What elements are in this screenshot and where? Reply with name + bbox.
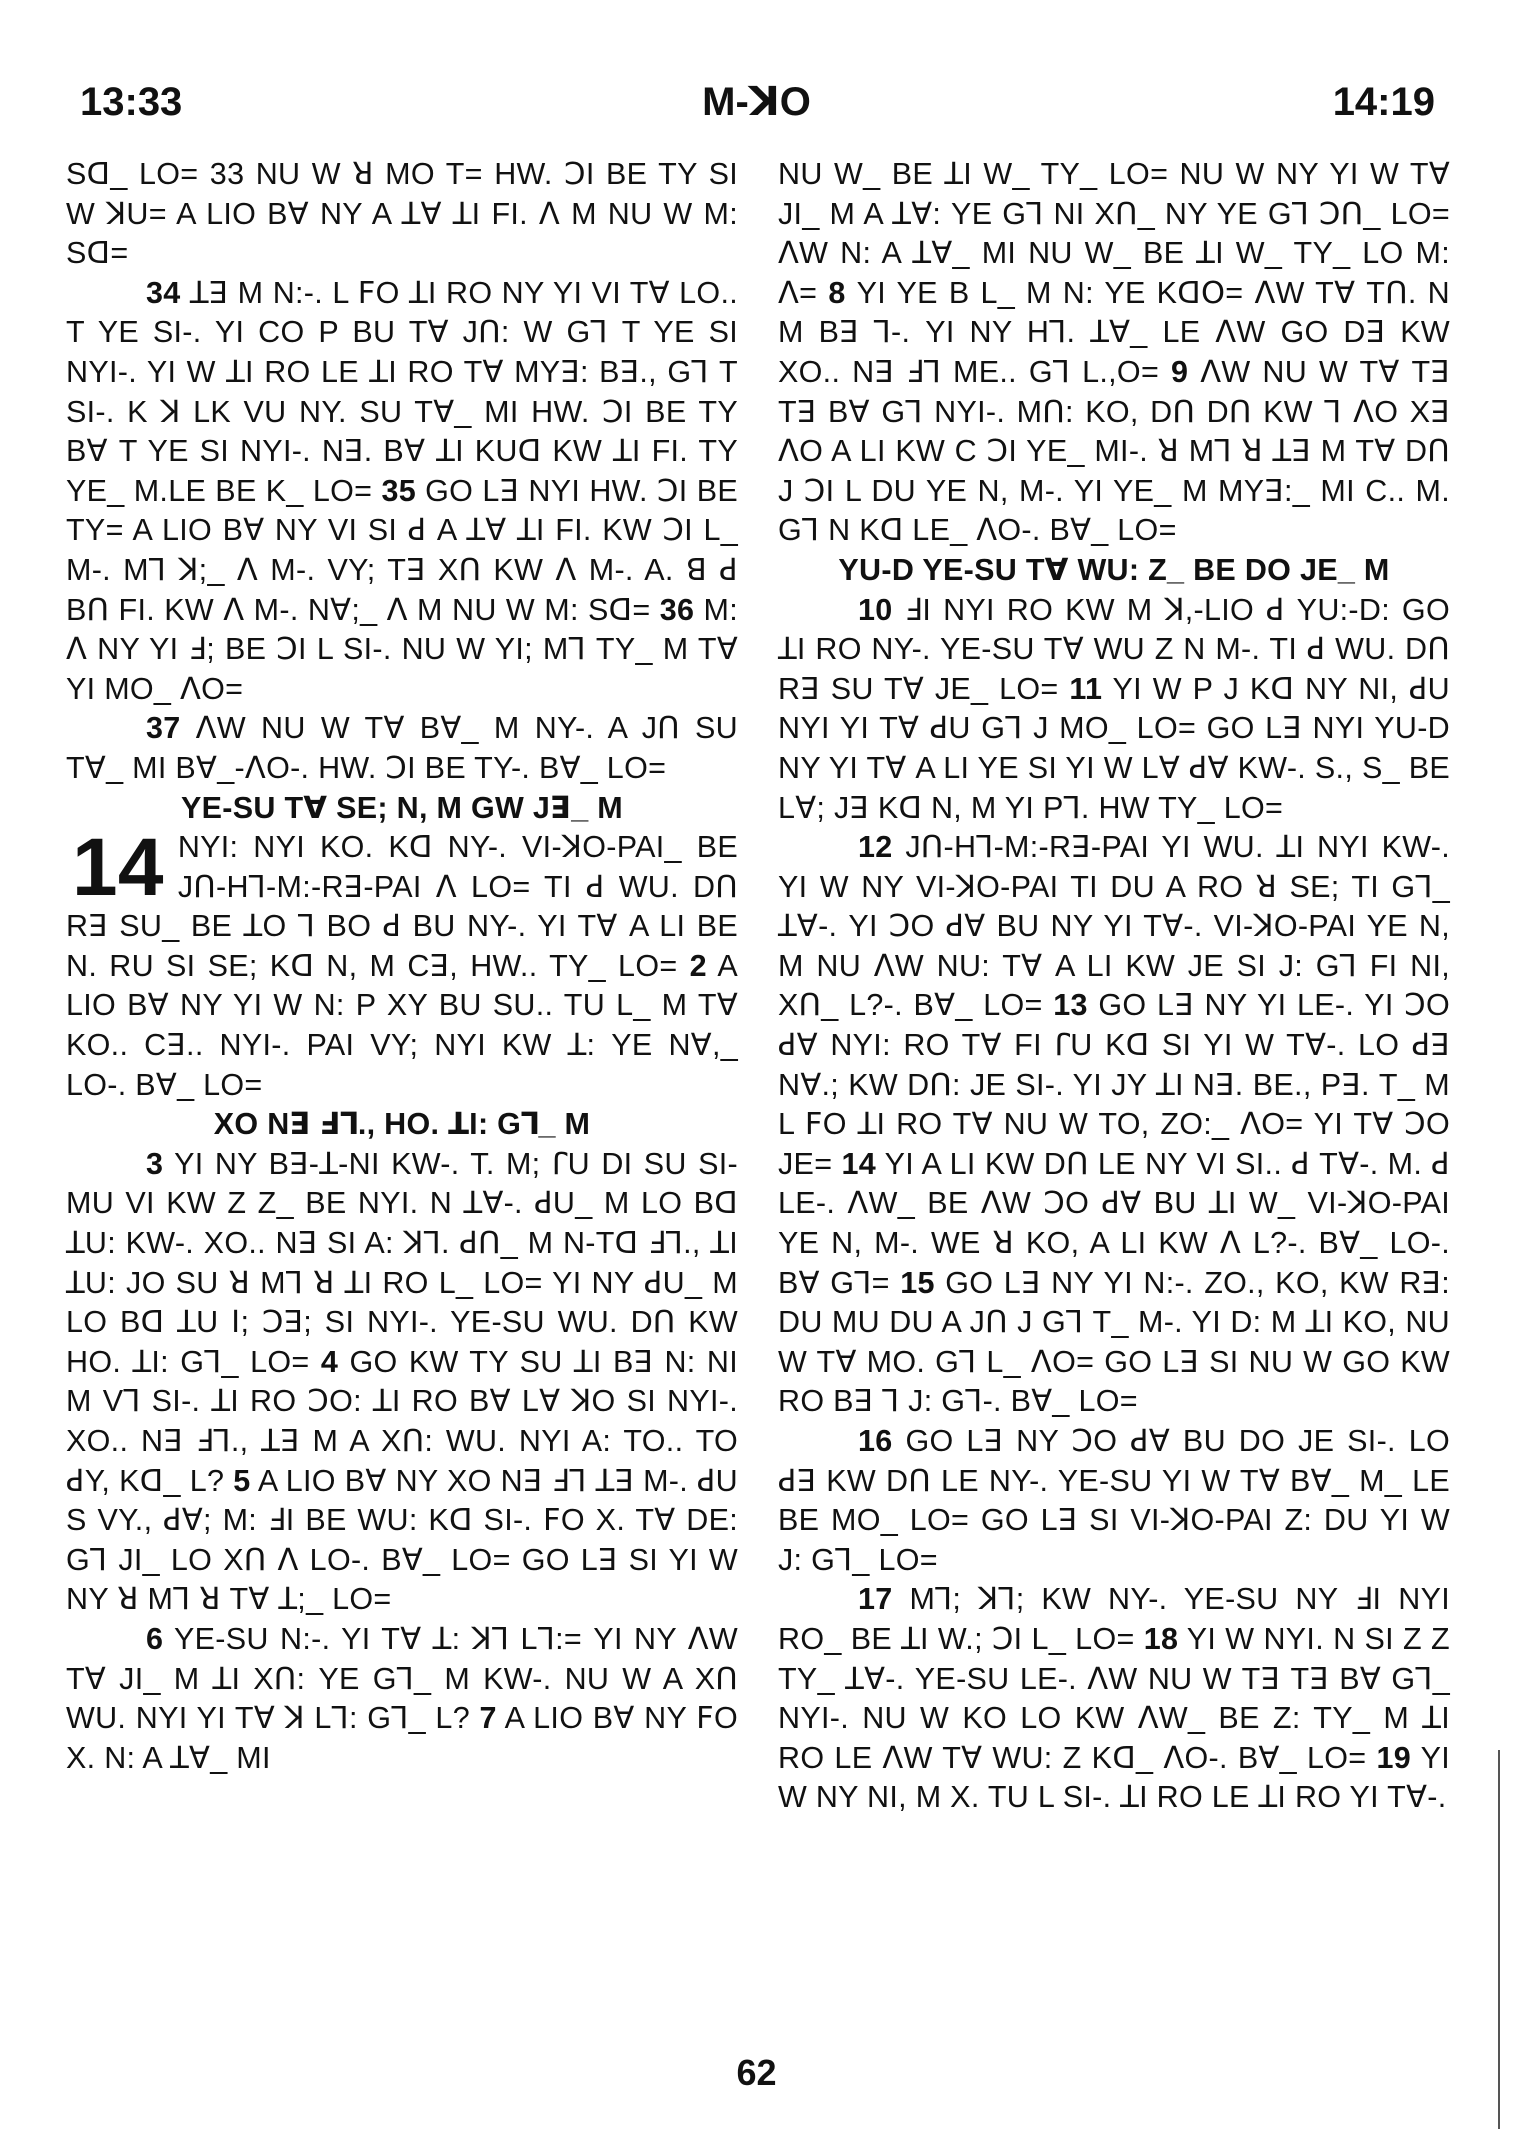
verse-number: 9 [1171, 354, 1189, 389]
section-heading: XO Nꓱ ꓞꓶ., HO. ꓕI: Gꓶ_ M [213, 1107, 591, 1142]
verse-number: 10 [858, 592, 893, 627]
paragraph [778, 155, 1450, 551]
paragraph [778, 1422, 1450, 1580]
verse-number: 5 [233, 1463, 251, 1498]
paragraph [778, 828, 1450, 1422]
verse-number: 7 [479, 1701, 497, 1736]
verse-number: 36 [659, 592, 695, 627]
verse-text: GO Lꓱ NY ꓛO ꓒꓯ BU DO JE SI-. LO ꓒꓱ KW Dꓵ LE NY-. YE-SU YI W Tꓯ Bꓯ_ M_ LE BE MO_ LO= GO Lꓱ SI VI-ꓘO-PAI Z: DU YI W J: Gꓶ_ LO= [778, 1424, 1450, 1577]
paragraph [66, 1620, 738, 1778]
verse-text: GO Lꓱ NY YI N:-. ZO., KO, KW Rꓱ: DU MU DU A Jꓵ J Gꓶ T_ M-. YI D: M ꓕI KO, NU W Tꓯ MO. Gꓶ L_ ꓥO= GO Lꓱ SI NU W GO KW RO Bꓱ ꓶ J: Gꓶ-. Bꓯ_ LO= [778, 1265, 1451, 1419]
verse-number: 19 [1376, 1740, 1412, 1775]
paragraph [66, 274, 738, 710]
verse-number: 2 [689, 948, 707, 983]
verse-number: 4 [320, 1344, 339, 1379]
verse-text: YI A LI KW Dꓵ LE NY VI SI.. ꓒ Tꓯ-. M. ꓒ LE-. ꓥW_ BE ꓥW ꓛO ꓒꓯ BU ꓕI W_ VI-ꓘO-PAI YE N, M-. WE ꓤ KO, A LI KW ꓥ L?-. Bꓯ_ LO-. Bꓯ Gꓶ= [778, 1146, 1450, 1300]
header-right-reference: 14:19 [1332, 80, 1435, 124]
verse-text: A LIO Bꓯ NY XO Nꓱ ꓞꓶ ꓕꓱ M-. ꓒU S VY., ꓒꓯ; M: ꓞI BE WU: Kꓷ SI-. ꓝO X. Tꓯ DE: Gꓶ JI_ LO Xꓵ ꓥ LO-. Bꓯ_ LO= GO Lꓱ SI YI W NY ꓤ Mꓶ ꓤ Tꓯ ꓕ;_ LO= [66, 1463, 738, 1617]
verse-text: YI W NYI. N SI Z Z TY_ ꓕꓯ-. YE-SU LE-. ꓥW NU W Tꓱ Tꓱ Bꓯ Gꓶ_ NYI-. NU W KO LO KW ꓥW_ BE Z: TY_ M ꓕI RO LE ꓥW Tꓯ WU: Z Kꓷ_ ꓥO-. Bꓯ_ LO= [778, 1621, 1450, 1775]
page-number: 62 [736, 2052, 777, 2093]
verse-text: YI W P J Kꓷ NY NI, ꓒU NYI YI Tꓯ ꓒU Gꓶ J MO_ LO= GO Lꓱ NYI YU-D NY YI Tꓯ A LI YE SI YI W Lꓯ ꓒꓯ KW-. S., S_ BE Lꓯ; Jꓱ Kꓷ N, M YI Pꓶ. HW TY_ LO= [778, 671, 1450, 825]
verse-text: ꓕꓱ M N:-. L ꓝO ꓕI RO NY YI VI Tꓯ LO.. T YE SI-. YI CO P BU Tꓯ Jꓵ: W Gꓶ T YE SI NYI-. YI W ꓕI RO LE ꓕI RO Tꓯ MYꓱ: Bꓱ., Gꓶ T SI-. K ꓘ LK VU NY. SU Tꓯ_ MI HW. ꓛI BE TY Bꓯ T YE SI NYI-. Nꓱ. Bꓯ ꓕI KUꓷ KW ꓕI FI. TY YE_ M.LE BE K_ LO= [66, 275, 739, 508]
paragraph [66, 822, 739, 1105]
verse-text: M: ꓥ NY YI ꓞ; BE ꓛI L SI-. NU W YI; Mꓶ TY_ M Tꓯ YI MO_ ꓥO= [66, 592, 738, 706]
verse-number: 3 [146, 1146, 164, 1181]
verse-text: ꓥW NU W Tꓯ Bꓯ_ M NY-. A Jꓵ SU Tꓯ_ MI Bꓯ_-ꓥO-. HW. ꓛI BE TY-. Bꓯ_ LO= [66, 711, 738, 785]
verse-text: Mꓶ; ꓘꓶ; KW NY-. YE-SU NY ꓞI NYI RO_ BE ꓕI W.; ꓛI L_ LO= [778, 1582, 1450, 1656]
chapter-number: 14 [72, 822, 164, 914]
verse-text: NYI: NYI KO. Kꓷ NY-. VI-ꓘO-PAI_ BE Jꓵ-Hꓶ-M:-Rꓱ-PAI ꓥ LO= TI ꓒ WU. Dꓵ Rꓱ SU_ BE ꓕO ꓶ BO ꓒ BU NY-. YI Tꓯ A LI BE N. RU SI SE; Kꓷ N, M Cꓱ, HW.. TY_ LO= [66, 830, 738, 983]
verse-number: 15 [900, 1265, 935, 1300]
verse-number: 13 [1053, 988, 1088, 1023]
header-book-title: M-ꓘO [702, 80, 811, 124]
verse-text: A LIO Bꓯ NY ꓝO X. N: A ꓕꓯ_ MI [66, 1701, 738, 1775]
verse-text: NU W_ BE ꓕI W_ TY_ LO= NU W NY YI W Tꓯ JI_ M A ꓕꓯ: YE Gꓶ NI Xꓵ_ NY YE Gꓶ ꓛꓵ_ LO= ꓥW N: A ꓕꓯ_ MI NU W_ BE ꓕI W_ TY_ LO M: ꓥ= [778, 157, 1450, 310]
paragraph [778, 1580, 1450, 1818]
verse-number: 17 [858, 1582, 893, 1617]
verse-number: 34 [146, 275, 181, 310]
verse-text: YI NY Bꓱ-ꓕ-NI KW-. T. M; ꓩU DI SU SI-MU VI KW Z Z_ BE NYI. N ꓕꓯ-. ꓒU_ M LO Bꓷ ꓕU: KW-. XO.. Nꓱ SI A: ꓘꓶ. ꓒꓵ_ M N-Tꓷ ꓞꓶ., ꓕI ꓕU: JO SU ꓤ Mꓶ ꓤ ꓕI RO L_ LO= YI NY ꓒU_ M LO Bꓷ ꓕU ꓲ; ꓛꓱ; SI NYI-. YE-SU WU. Dꓵ KW HO. ꓕI: Gꓶ_ LO= [66, 1146, 738, 1379]
verse-number: 35 [381, 473, 416, 508]
verse-text: YI W NY NI, M X. TU L SI-. ꓕI RO LE ꓕI RO YI Tꓯ-. [778, 1740, 1451, 1815]
section-heading: YE-SU Tꓯ SE; N, M GW Jꓱ_ M [181, 790, 623, 825]
verse-number: 11 [1069, 671, 1103, 706]
verse-number: 12 [858, 830, 893, 865]
right-column [778, 155, 1450, 1818]
paragraph [66, 155, 738, 274]
verse-number: 14 [841, 1146, 877, 1181]
paragraph [66, 709, 738, 788]
header-left-reference: 13:33 [80, 80, 183, 124]
paragraph [66, 1145, 738, 1620]
verse-number: 6 [146, 1621, 164, 1656]
verse-text: Sꓷ_ LO= 33 NU W ꓤ MO T= HW. ꓛI BE TY SI W ꓘU= A LIO Bꓯ NY A ꓕꓯ ꓕI FI. ꓥ M NU W M: Sꓷ= [66, 157, 738, 271]
verse-text: GO Lꓱ NYI HW. ꓛI BE TY= A LIO Bꓯ NY VI SI ꓒ A ꓕꓯ ꓕI FI. KW ꓛI L_ M-. Mꓶ ꓘ;_ ꓥ M-. VY; Tꓱ Xꓵ KW ꓥ M-. A. ꓭ ꓒ Bꓵ FI. KW ꓥ M-. Nꓯ;_ ꓥ M NU W M: Sꓷ= [66, 473, 738, 627]
paragraph [778, 591, 1450, 829]
verse-number: 16 [858, 1424, 893, 1458]
verse-text: ꓥW NU W Tꓯ Tꓱ Tꓱ Bꓯ Gꓶ NYI-. Mꓵ: KO, Dꓵ Dꓵ KW ꓶ ꓥO Xꓱ ꓥO A LI KW C ꓛI YE_ MI-. ꓤ Mꓶ ꓤ ꓕꓱ M Tꓯ Dꓵ J ꓛI L DU YE N, M-. YI YE_ M MYꓱ:_ MI C.. M. Gꓶ N Kꓷ LE_ ꓥO-. Bꓯ_ LO= [778, 354, 1450, 548]
verse-number: 8 [828, 275, 846, 310]
verse-number: 18 [1143, 1621, 1179, 1656]
left-column [66, 155, 738, 1778]
verse-text: A LIO Bꓯ NY YI W N: P XY BU SU.. TU L_ M Tꓯ KO.. Cꓱ.. NYI-. PAI VY; NYI KW ꓕ: YE Nꓯ,_ LO-. Bꓯ_ LO= [66, 948, 739, 1102]
verse-text: GO Lꓱ NY YI LE-. YI ꓛO ꓒꓯ NYI: RO Tꓯ FI ꓩU Kꓷ SI YI W Tꓯ-. LO ꓒꓱ Nꓯ.; KW Dꓵ: JE SI-. YI JY ꓕI Nꓱ. BE., Pꓱ. T_ M L ꓝO ꓕI RO Tꓯ NU W TO, ZO:_ ꓥO= YI Tꓯ ꓛO JE= [778, 988, 1451, 1181]
verse-text: Jꓵ-Hꓶ-M:-Rꓱ-PAI YI WU. ꓕI NYI KW-. YI W NY VI-ꓘO-PAI TI DU A RO ꓤ SE; TI Gꓶ_ ꓕꓯ-. YI ꓛO ꓒꓯ BU NY YI Tꓯ-. VI-ꓘO-PAI YE N, M NU ꓥW NU: Tꓯ A LI KW JE SI J: Gꓶ FI NI, Xꓵ_ L?-. Bꓯ_ LO= [778, 830, 1450, 1023]
verse-number: 37 [146, 711, 181, 746]
scan-edge-line [1498, 1750, 1500, 2129]
verse-text: GO KW TY SU ꓕI Bꓱ N: NI M Vꓶ SI-. ꓕI RO ꓛO: ꓕI RO Bꓯ Lꓯ ꓘO SI NYI-. XO.. Nꓱ ꓞꓶ., ꓕꓱ M A Xꓵ: WU. NYI A: TO.. TO ꓒY, Kꓷ_ L? [66, 1344, 739, 1498]
verse-text: YE-SU N:-. YI Tꓯ ꓕ: ꓘꓶ Lꓶ:= YI NY ꓥW Tꓯ JI_ M ꓕI Xꓵ: YE Gꓶ_ M KW-. NU W A Xꓵ WU. NYI YI Tꓯ ꓘ Lꓶ: Gꓶ_ L? [66, 1621, 738, 1736]
verse-text: ꓞI NYI RO KW M ꓘ,-LIO ꓒ YU:-D: GO ꓕI RO NY-. YE-SU Tꓯ WU Z N M-. TI ꓒ WU. Dꓵ Rꓱ SU Tꓯ JE_ LO= [778, 592, 1450, 706]
section-heading: YU-D YE-SU Tꓯ WU: Z_ BE DO JE_ M [838, 552, 1390, 587]
verse-text: YI YE B L_ M N: YE Kꓷꓳ= ꓥW Tꓯ Tꓵ. N M Bꓱ ꓶ-. YI NY Hꓶ. ꓕꓯ_ LE ꓥW GO Dꓱ KW XO.. Nꓱ ꓞꓶ ME.. Gꓶ L.,O= [778, 275, 1450, 389]
